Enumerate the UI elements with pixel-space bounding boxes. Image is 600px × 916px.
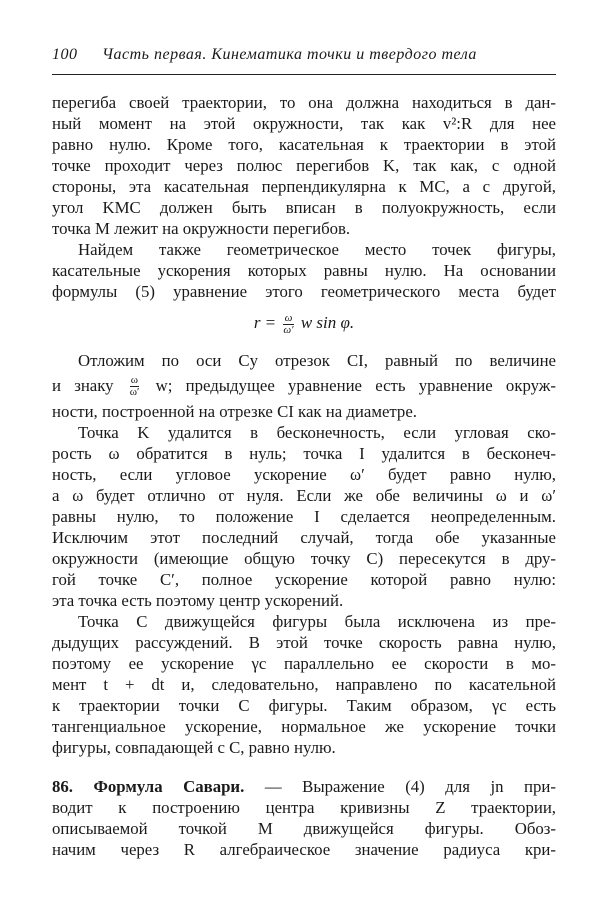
text-line: гой точке C′, полное ускорение которой равно нулю: [52, 569, 556, 589]
running-title: Часть первая. Кинематика точки и твердого тела [102, 46, 477, 63]
fraction-denominator: ω′ [283, 323, 294, 336]
page-number: 100 [52, 46, 78, 63]
inline-text: и знаку [52, 375, 114, 395]
fraction-numerator: ω [130, 374, 139, 387]
inline-text: w; предыдущее уравнение есть уравнение окруж- [155, 375, 556, 395]
header-rule [52, 74, 556, 75]
text-line: Найдем также геометрическое место точек фигуры, [78, 240, 556, 259]
text-line: описываемой точкой M движущейся фигуры. Обоз- [52, 818, 556, 838]
text-line: Точка C движущейся фигуры была исключена из пре- [78, 611, 556, 631]
text-line: равны нулю, то положение I сделается неопределенным. [52, 506, 556, 526]
text-line: дыдущих рассуждений. В этой точке скорость равна нулю, [52, 632, 556, 652]
text-line: эта точка есть поэтому центр ускорений. [52, 590, 344, 610]
text-line: Точка K удалится в бесконечность, если угловая ско- [78, 422, 556, 442]
section-heading: 86. Формула Савари. [52, 776, 245, 796]
paragraph-3 [52, 350, 556, 422]
text-line: стороны, эта касательная перпендикулярна к MC, а с другой, [52, 177, 556, 196]
running-header [52, 46, 556, 64]
formula-lhs: r = [253, 313, 277, 332]
formula-fraction [283, 313, 293, 336]
text-line: равно нулю. Кроме того, касательная к траектории в этой [52, 135, 556, 154]
text-line: угол KMC должен быть вписан в полуокружность, если [52, 198, 556, 217]
display-formula [52, 312, 556, 336]
text-line: начим через R алгебраическое значение радиуса кри- [52, 839, 556, 859]
text-line: фигуры, совпадающей с C, равно нулю. [52, 737, 336, 757]
text-line: перегиба своей траектории, то она должна находиться в дан- [52, 93, 556, 112]
text-line: точке проходит через полюс перегибов K, так как, с одной [52, 156, 556, 175]
text-line: ность, если угловое ускорение ω′ будет равно нулю, [52, 464, 556, 484]
section-spacer [52, 758, 556, 776]
text-line: мент t + dt и, следовательно, направлено по касательной [52, 674, 556, 694]
paragraph-4 [52, 422, 556, 611]
text-line: окружности (имеющие общую точку C) пересекутся в дру- [52, 548, 556, 568]
section-86 [52, 776, 556, 860]
text-line: формулы (5) уравнение этого геометрического места будет [52, 282, 556, 301]
paragraph-5 [52, 611, 556, 758]
paragraph-1 [52, 92, 556, 239]
text-line: поэтому ее ускорение γc параллельно ее скорости в мо- [52, 653, 556, 673]
text-line: тангенциальное ускорение, нормальное же ускорение точки [52, 716, 556, 736]
text-line: ный момент на этой окружности, так как v²:R для нее [52, 114, 556, 133]
body-text [52, 92, 556, 860]
fraction-denominator: ω′ [129, 386, 140, 399]
formula-rhs: w sin φ. [300, 313, 355, 332]
text-line: Отложим по оси Cy отрезок CI, равный по величине [78, 350, 556, 370]
text-line: водит к построению центра кривизны Z траектории, [52, 797, 556, 817]
text-line-with-fraction [52, 371, 556, 401]
text-line: касательные ускорения которых равны нулю. На основании [52, 261, 556, 280]
section-first-line [52, 776, 556, 797]
text-line: ности, построенной на отрезке CI как на диаметре. [52, 401, 417, 421]
inline-text: — Выражение (4) для jn при- [264, 776, 556, 796]
text-line: Исключим этот последний случай, тогда обе указанные [52, 527, 556, 547]
text-line: рость ω обратится в нуль; точка I удалится в бесконеч- [52, 443, 556, 463]
text-line: точка M лежит на окружности перегибов. [52, 219, 351, 238]
paragraph-2 [52, 239, 556, 302]
text-line: к траектории точки C фигуры. Таким образом, γc есть [52, 695, 556, 715]
inline-fraction [130, 375, 140, 398]
fraction-numerator: ω [284, 311, 293, 324]
text-line: а ω будет отлично от нуля. Если же обе величины ω и ω′ [52, 485, 556, 505]
